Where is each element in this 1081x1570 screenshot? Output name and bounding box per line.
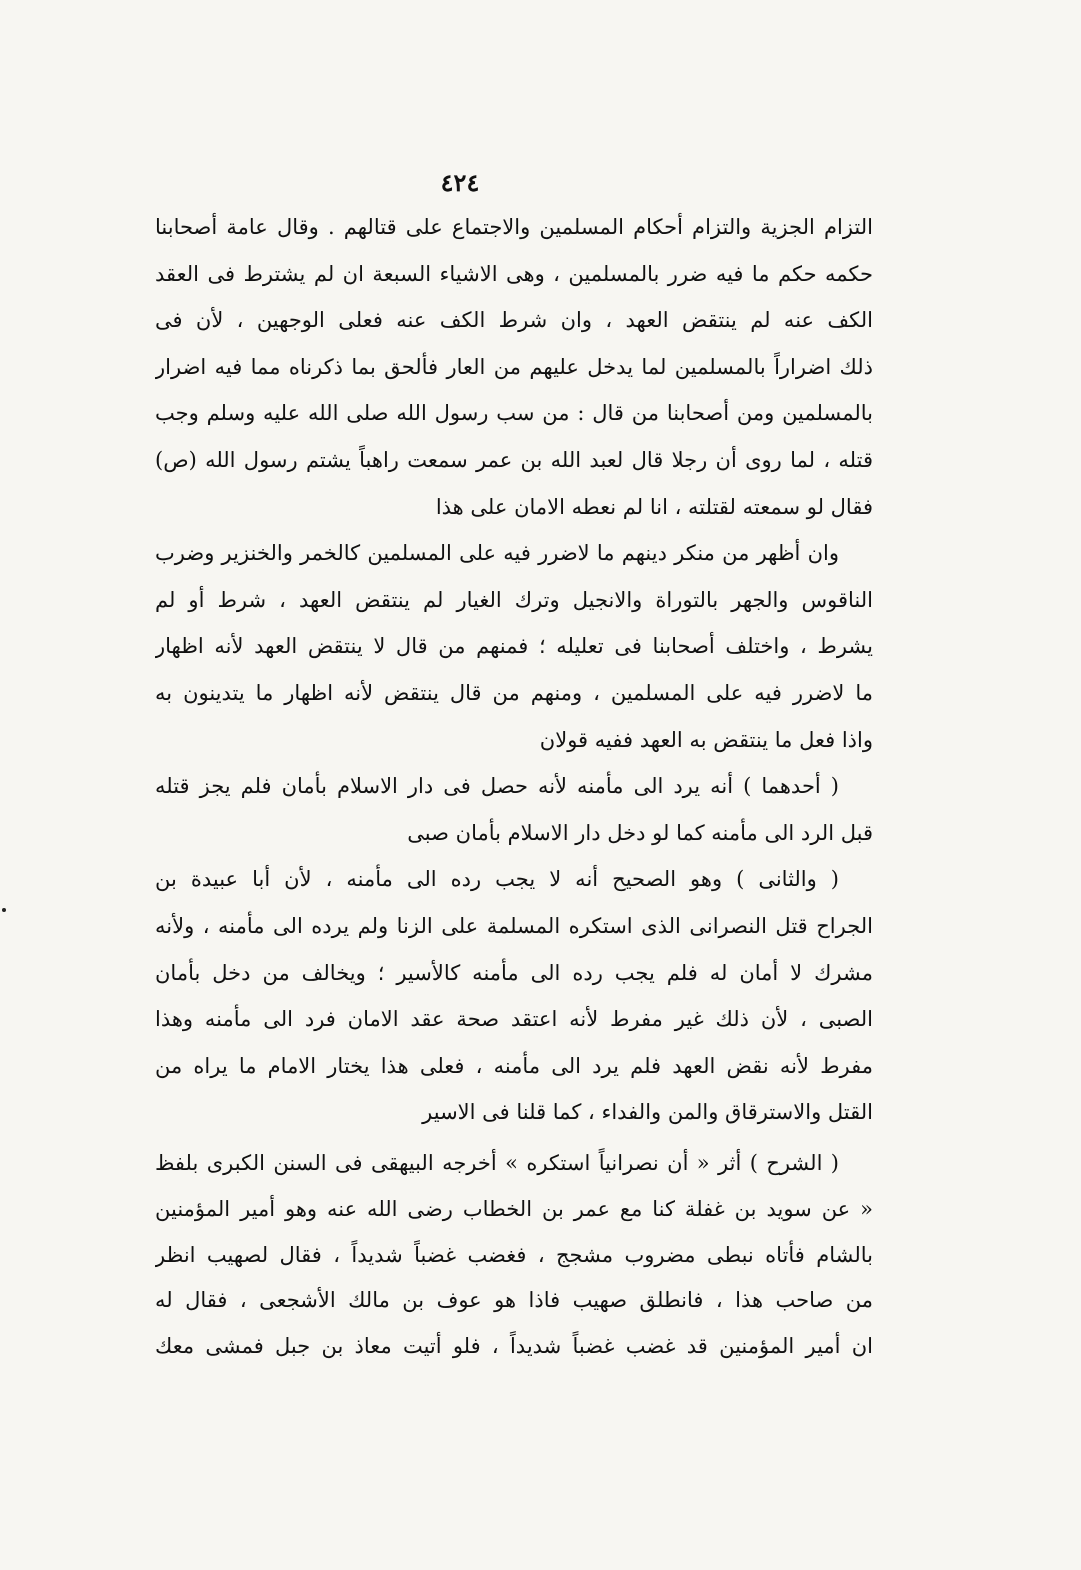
text-line: مفرط لأنه نقض العهد فلم يرد الى مأمنه ، فعلى هذا يختار الامام ما يراه من: [155, 1053, 873, 1078]
text-line: التزام الجزية والتزام أحكام المسلمين والاجتماع على قتالهم . وقال عامة أصحابنا: [155, 215, 873, 239]
text-line: حكمه حكم ما فيه ضرر بالمسلمين ، وهى الاشياء السبعة ان لم يشترط فى العقد: [155, 261, 873, 286]
commentary-line: ( الشرح ) أثر « أن نصرانياً استكره » أخرجه البيهقى فى السنن الكبرى بلفظ: [155, 1151, 839, 1175]
text-line: القتل والاسترقاق والمن والفداء ، كما قلنا فى الاسير: [422, 1100, 873, 1125]
text-line: وان أظهر من منكر دينهم ما لاضرر فيه على المسلمين كالخمر والخنزير وضرب: [155, 541, 839, 566]
text-line: مشرك لا أمان له فلم يجب رده الى مأمنه كالأسير ؛ ويخالف من دخل بأمان: [155, 960, 873, 985]
text-line: يشرط ، واختلف أصحابنا فى تعليله ؛ فمنهم من قال لا ينتقض العهد لأنه اظهار: [155, 634, 873, 659]
text-line: ( أحدهما ) أنه يرد الى مأمنه لأنه حصل فى دار الاسلام بأمان فلم يجز قتله: [155, 774, 839, 799]
text-line: بالمسلمين ومن أصحابنا من قال : من سب رسول الله صلى الله عليه وسلم وجب: [155, 401, 873, 426]
commentary-line: « عن سويد بن غفلة كنا مع عمر بن الخطاب رضى الله عنه وهو أمير المؤمنين: [155, 1196, 873, 1221]
commentary-line: بالشام فأتاه نبطى مضروب مشجج ، فغضب غضباً شديداً ، فقال لصهيب انظر: [155, 1242, 873, 1267]
commentary-line: ان أمير المؤمنين قد غضب غضباً شديداً ، فلو أتيت معاذ بن جبل فمشى معك: [155, 1334, 873, 1359]
commentary-line: من صاحب هذا ، فانطلق صهيب فاذا هو عوف بن مالك الأشجعى ، فقال له: [155, 1288, 873, 1313]
text-line: قبل الرد الى مأمنه كما لو دخل دار الاسلام بأمان صبى: [407, 820, 873, 845]
text-line: الكف عنه لم ينتقض العهد ، وان شرط الكف عنه فعلى الوجهين ، لأن فى: [155, 308, 873, 333]
text-line: ( والثانى ) وهو الصحيح أنه لا يجب رده الى مأمنه ، لأن أبا عبيدة بن: [155, 867, 839, 892]
page-number: ٤٢٤: [440, 168, 480, 197]
text-line: ما لاضرر فيه على المسلمين ، ومنهم من قال ينتقض لأنه اظهار ما يتدينون به: [155, 680, 873, 705]
text-line: فقال لو سمعته لقتلته ، انا لم نعطه الامان على هذا: [435, 494, 873, 519]
main-text: [155, 204, 873, 1136]
text-line: ذلك اضراراً بالمسلمين لما يدخل عليهم من العار فألحق بما ذكرناه مما فيه اضرار: [155, 354, 873, 379]
text-line: قتله ، لما روى أن رجلا قال لعبد الله بن عمر سمعت راهباً يشتم رسول الله (ص): [155, 447, 873, 472]
commentary-text: [155, 1141, 873, 1370]
text-line: الناقوس والجهر بالتوراة والانجيل وترك الغيار لم ينتقض العهد ، شرط أو لم: [155, 587, 873, 612]
text-line: الصبى ، لأن ذلك غير مفرط لأنه اعتقد صحة عقد الامان فرد الى مأمنه وهذا: [155, 1007, 873, 1032]
text-line: الجراح قتل النصرانى الذى استكره المسلمة على الزنا ولم يرده الى مأمنه ، ولأنه: [155, 913, 873, 938]
scan-speck: [2, 908, 6, 912]
text-line: واذا فعل ما ينتقض به العهد ففيه قولان: [539, 727, 873, 752]
